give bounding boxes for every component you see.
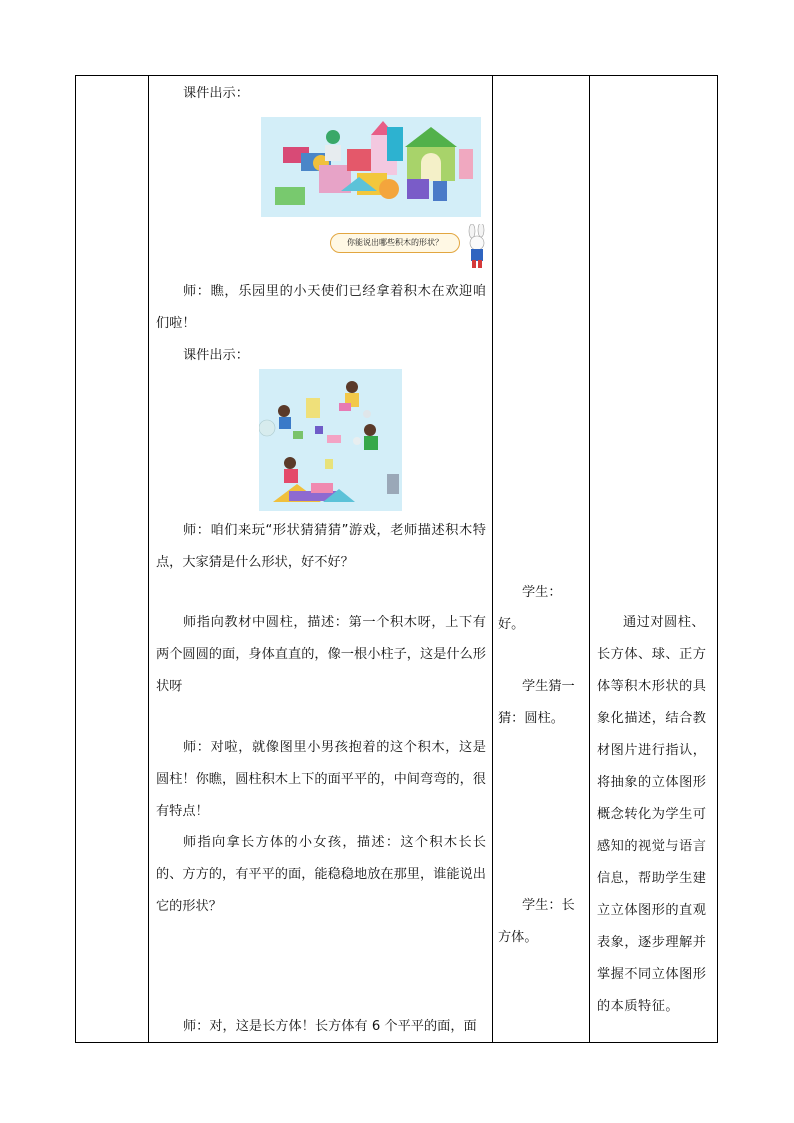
children-playing-figure	[259, 369, 402, 511]
teacher-line: 师：对啦，就像图里小男孩抱着的这个积木，这是圆柱！你瞧，圆柱积木上下的面平平的，中间弯弯的，很有特点！	[156, 740, 486, 819]
stage-cell	[76, 76, 148, 1042]
design-note: 通过对圆柱、长方体、球、正方体等积木形状的具象化描述，结合教材图片进行指认，将抽象的立体图形概念转化为学生可感知的视觉与语言信息，帮助学生建立立体图形的直观表象，逐步理解并掌握不同立体图形的本质特征。	[597, 615, 707, 1014]
student-reply: 学生：好。	[498, 585, 562, 632]
teacher-line: 师指向教材中圆柱，描述：第一个积木呀，上下有两个圆圆的面，身体直直的，像一根小柱子，这是什么形状呀	[156, 615, 486, 694]
lesson-table	[75, 75, 718, 1043]
teacher-line: 师：瞧，乐园里的小天使们已经拿着积木在欢迎咱们啦！	[156, 284, 486, 331]
building-blocks-figure	[261, 117, 481, 217]
teacher-line: 师：对，这是长方体！长方体有 6 个平平的面，面	[183, 1019, 477, 1034]
student-activity-cell	[492, 76, 589, 1042]
courseware-label: 课件出示：	[183, 86, 249, 101]
student-reply: 学生猜一猜：圆柱。	[498, 679, 575, 726]
mascot-speech-group	[330, 224, 490, 270]
rabbit-mascot-icon	[464, 224, 490, 270]
student-reply: 学生：长方体。	[498, 898, 575, 945]
teacher-line: 师：咱们来玩“形状猜猜猜”游戏，老师描述积木特点，大家猜是什么形状，好不好？	[156, 523, 486, 570]
design-intent-cell	[589, 76, 718, 1042]
teacher-line: 师指向拿长方体的小女孩，描述：这个积木长长的、方方的，有平平的面，能稳稳地放在那里，谁能说出它的形状？	[156, 835, 486, 914]
teacher-activity-cell	[148, 76, 492, 1042]
courseware-label: 课件出示：	[183, 348, 249, 363]
speech-bubble: 你能说出哪些积木的形状？	[330, 233, 460, 253]
